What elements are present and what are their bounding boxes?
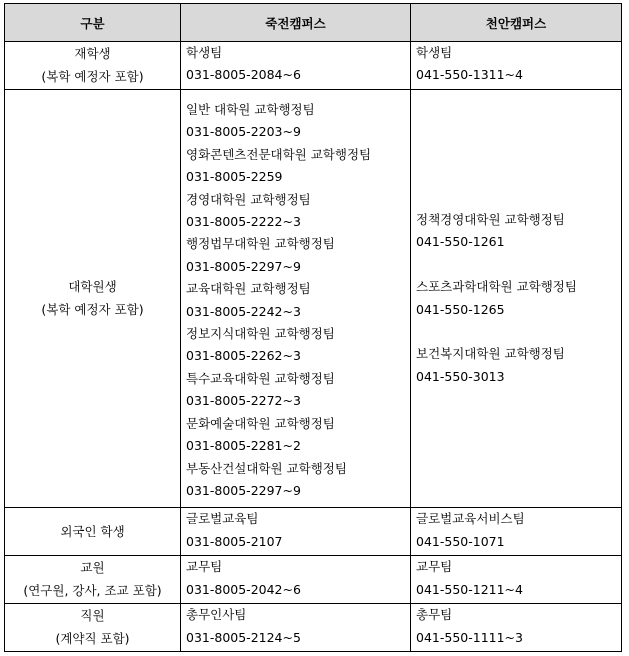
department-name: 총무팀: [416, 607, 453, 623]
department-name: 행정법무대학원 교학행정팀: [186, 236, 335, 252]
header-category: 구분: [5, 4, 181, 42]
department-name: 교무팀: [186, 559, 223, 575]
department-name: 문화예술대학원 교학행정팀: [186, 415, 335, 431]
jukjeon-contact-cell: [181, 42, 411, 90]
category-cell: [5, 508, 181, 556]
department-name: 영화콘텐츠전문대학원 교학행정팀: [186, 146, 372, 162]
phone-number: 041-550-1071: [416, 533, 505, 549]
department-name: 보건복지대학원 교학행정팀: [416, 346, 565, 362]
department-name: 학생팀: [416, 45, 453, 60]
spacer: [416, 254, 621, 276]
department-name: 일반 대학원 교학행정팀: [186, 102, 315, 117]
category-note: (연구원, 강사, 조교 포함): [23, 582, 162, 598]
department-name: 특수교육대학원 교학행정팀: [186, 370, 335, 386]
cheonan-contact-cell: [411, 42, 622, 90]
cheonan-contact-cell: [411, 556, 622, 604]
phone-number: 031-8005-2297~9: [186, 482, 301, 498]
category-cell: [5, 556, 181, 604]
table-row-staff: [5, 604, 622, 652]
cheonan-contact-cell: [411, 604, 622, 652]
phone-number: 031-8005-2281~2: [186, 438, 301, 454]
phone-number: 031-8005-2222~3: [186, 214, 301, 230]
table-row-graduate: [5, 90, 622, 508]
department-name: 글로벌교육팀: [186, 511, 259, 527]
jukjeon-contact-cell: [181, 556, 411, 604]
category-cell: [5, 604, 181, 652]
category-title: 재학생: [74, 46, 111, 62]
category-title: 외국인 학생: [60, 523, 125, 539]
phone-number: 041-550-1261: [416, 234, 505, 250]
phone-number: 041-550-1211~4: [416, 581, 523, 597]
department-name: 정책경영대학원 교학행정팀: [416, 212, 565, 228]
cheonan-contact-cell: [411, 508, 622, 556]
phone-number: 041-550-1265: [416, 301, 505, 317]
contact-table-wrapper: [4, 3, 621, 652]
table-row-undergraduate: [5, 42, 622, 90]
header-jukjeon-campus: 죽전캠퍼스: [181, 4, 411, 42]
header-cheonan-campus: 천안캠퍼스: [411, 4, 622, 42]
department-name: 학생팀: [186, 45, 223, 60]
category-cell: [5, 42, 181, 90]
phone-number: 031-8005-2259: [186, 169, 283, 185]
jukjeon-contact-cell: [181, 604, 411, 652]
category-cell: [5, 90, 181, 508]
department-name: 교무팀: [416, 559, 453, 575]
cheonan-contact-cell: [411, 90, 622, 508]
phone-number: 031-8005-2084~6: [186, 67, 301, 83]
table-row-international: [5, 508, 622, 556]
department-name: 부동산건설대학원 교학행정팀: [186, 460, 347, 476]
contact-table: [4, 3, 622, 652]
category-note: (계약직 포함): [55, 630, 130, 646]
category-title: 직원: [80, 608, 105, 624]
category-title: 교원: [80, 560, 105, 576]
table-header-row: [5, 4, 622, 42]
department-name: 총무인사팀: [186, 607, 247, 623]
phone-number: 031-8005-2262~3: [186, 348, 301, 364]
phone-number: 031-8005-2124~5: [186, 629, 301, 645]
department-name: 경영대학원 교학행정팀: [186, 191, 311, 207]
category-title: 대학원생: [68, 279, 117, 295]
phone-number: 031-8005-2042~6: [186, 581, 301, 597]
department-name: 정보지식대학원 교학행정팀: [186, 326, 335, 342]
department-name: 글로벌교육서비스팀: [416, 511, 525, 527]
phone-number: 031-8005-2242~3: [186, 303, 301, 319]
phone-number: 031-8005-2297~9: [186, 258, 301, 274]
phone-number: 041-550-1111~3: [416, 629, 523, 645]
spacer: [416, 321, 621, 343]
jukjeon-contact-cell: [181, 508, 411, 556]
category-note: (복학 예정자 포함): [41, 68, 144, 84]
phone-number: 031-8005-2272~3: [186, 393, 301, 409]
phone-number: 031-8005-2203~9: [186, 124, 301, 140]
category-note: (복학 예정자 포함): [41, 301, 144, 317]
phone-number: 031-8005-2107: [186, 533, 283, 549]
table-row-faculty: [5, 556, 622, 604]
department-name: 스포츠과학대학원 교학행정팀: [416, 279, 577, 295]
phone-number: 041-550-3013: [416, 368, 505, 384]
phone-number: 041-550-1311~4: [416, 67, 523, 83]
jukjeon-contact-cell: [181, 90, 411, 508]
department-name: 교육대학원 교학행정팀: [186, 281, 311, 297]
